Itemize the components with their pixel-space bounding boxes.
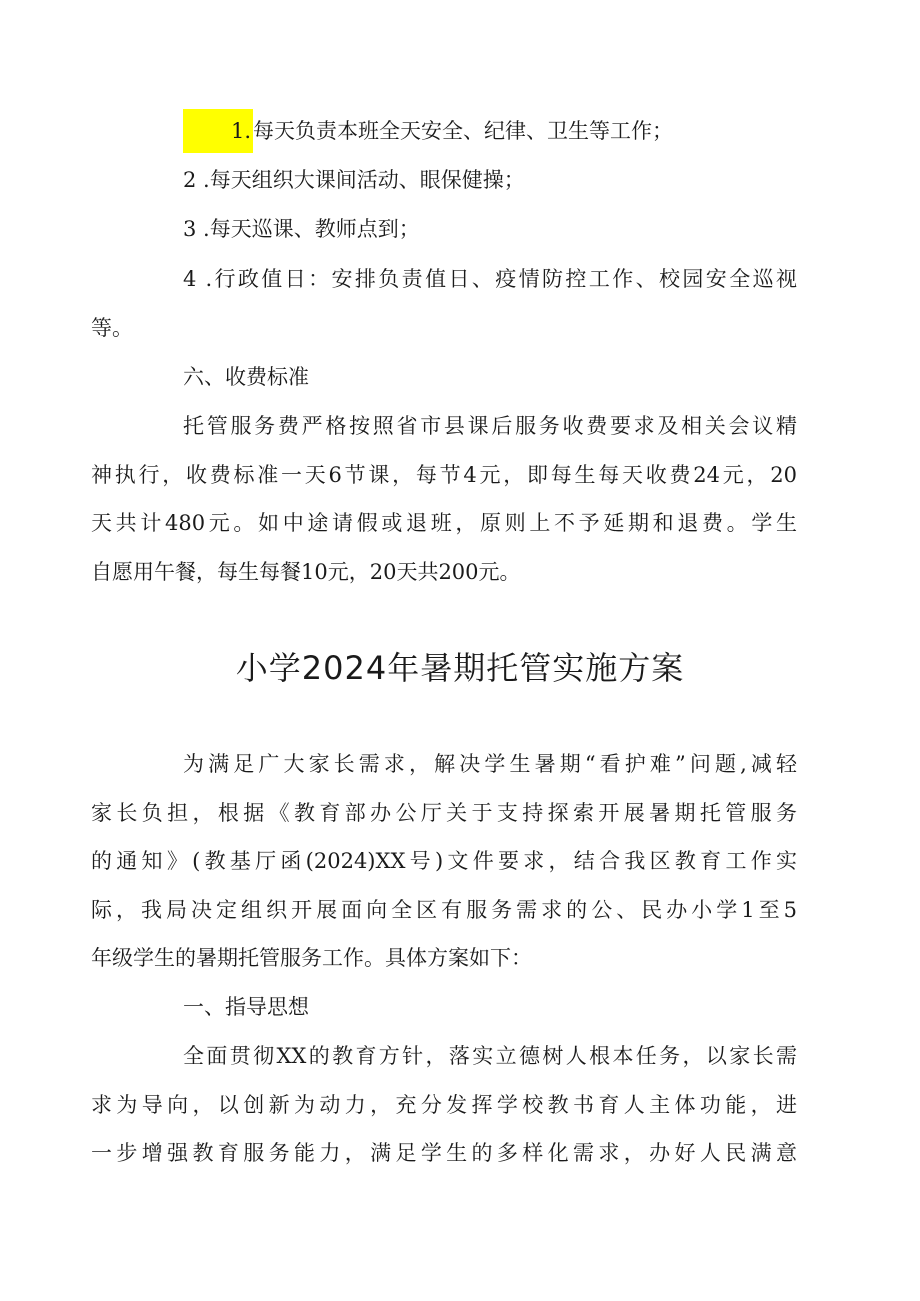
intro-paragraph: 为满足广大家长需求，解决学生暑期“看护难”问题,减轻 家长负担，根据《教育部办公厅关于支持探索开展暑期托管服务 的通知》(教基厅函(2024)XX号)文件要求，结合我区教育工作实 际，我局决定组织开展面向全区有服务需求的公、民办小学1至5 年级学生的暑期托管服务工作。具体方案如下： [91, 752, 797, 971]
fee-heading: 六、收费标准 [183, 365, 309, 389]
section-1-paragraph: 全面贯彻XX的教育方针，落实立德树人根本任务，以家长需 求为导向，以创新为动力，充分发挥学校教书育人主体功能，进 一步增强教育服务能力，满足学生的多样化需求，办好人民满意 [91, 1044, 797, 1166]
duty-item-1: 1.每天负责本班全天安全、纪律、卫生等工作； [137, 107, 797, 156]
document-title: 小学2024年暑期托管实施方案 [235, 649, 685, 687]
duty-item-3: 3 .每天巡课、教师点到； [183, 217, 420, 241]
section-1-heading: 一、指导思想 [183, 995, 309, 1019]
duty-item-2: 2 .每天组织大课间活动、眼保健操； [183, 168, 525, 192]
highlight-mark: 1. [183, 109, 253, 153]
fee-paragraph: 托管服务费严格按照省市县课后服务收费要求及相关会议精 神执行，收费标准一天6节课，每节4元，即每生每天收费24元，20 天共计480元。如中途请假或退班，原则上不予延期和退费。学生 自愿用午餐，每生每餐10元，20天共200元。 [91, 414, 797, 584]
duty-item-4: 4 .行政值日：安排负责值日、疫情防控工作、校园安全巡视 等。 [91, 267, 797, 340]
